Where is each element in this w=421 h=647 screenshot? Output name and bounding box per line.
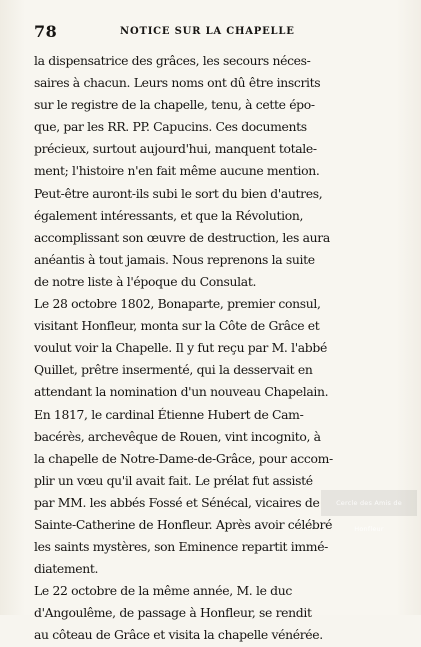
page-header — [34, 22, 387, 42]
text-line: Peut-être auront-ils subi le sort du bien d'autres, — [34, 185, 323, 201]
text-line: de notre liste à l'époque du Consulat. — [34, 273, 257, 289]
text-line: précieux, surtout aujourd'hui, manquent totale- — [34, 141, 317, 157]
text-line: Quillet, prêtre insermenté, qui la desservait en — [34, 362, 313, 378]
body-text — [34, 50, 388, 647]
text-line: visitant Honfleur, monta sur la Côte de Grâce et — [34, 318, 320, 334]
text-line: les saints mystères, son Eminence repartit immé- — [34, 539, 329, 555]
text-line: Le 22 octobre de la même année, M. le duc — [34, 583, 292, 599]
text-line: plir un vœu qu'il avait fait. Le prélat fut assisté — [34, 472, 313, 488]
text-line: accomplissant son œuvre de destruction, les aura — [34, 229, 330, 245]
text-line: d'Angoulême, de passage à Honfleur, se rendit — [34, 605, 312, 621]
text-line: également intéressants, et que la Révolution, — [34, 207, 304, 223]
running-head: NOTICE SUR LA CHAPELLE — [120, 26, 295, 37]
text-line: voulut voir la Chapelle. Il y fut reçu par M. l'abbé — [34, 340, 327, 356]
text-line: la chapelle de Notre-Dame-de-Grâce, pour accom- — [34, 450, 333, 466]
text-line: bacérès, archevêque de Rouen, vint incognito, à — [34, 428, 321, 444]
text-line: anéantis à tout jamais. Nous reprenons la suite — [34, 251, 315, 267]
text-line: saires à chacun. Leurs noms ont dû être inscrits — [34, 75, 321, 91]
text-line: attendant la nomination d'un nouveau Chapelain. — [34, 384, 329, 400]
text-line: la dispensatrice des grâces, les secours néces- — [34, 53, 311, 68]
page-number: 78 — [34, 22, 58, 41]
text-line: En 1817, le cardinal Étienne Hubert de Cam- — [34, 406, 304, 422]
text-line: Sainte-Catherine de Honfleur. Après avoir célébré — [34, 516, 333, 532]
text-line: Le 28 octobre 1802, Bonaparte, premier consul, — [34, 296, 321, 312]
text-line: sur le registre de la chapelle, tenu, à cette épo- — [34, 97, 315, 113]
watermark: Cercle des Amis de Honfleur — [321, 490, 417, 516]
text-line: par MM. les abbés Fossé et Sénécal, vicaires de — [34, 494, 320, 510]
text-line: ment; l'histoire n'en fait même aucune mention. — [34, 163, 320, 179]
text-line: au côteau de Grâce et visita la chapelle vénérée. — [34, 627, 323, 643]
text-line: que, par les RR. PP. Capucins. Ces documents — [34, 119, 307, 135]
text-line: diatement. — [34, 561, 99, 577]
